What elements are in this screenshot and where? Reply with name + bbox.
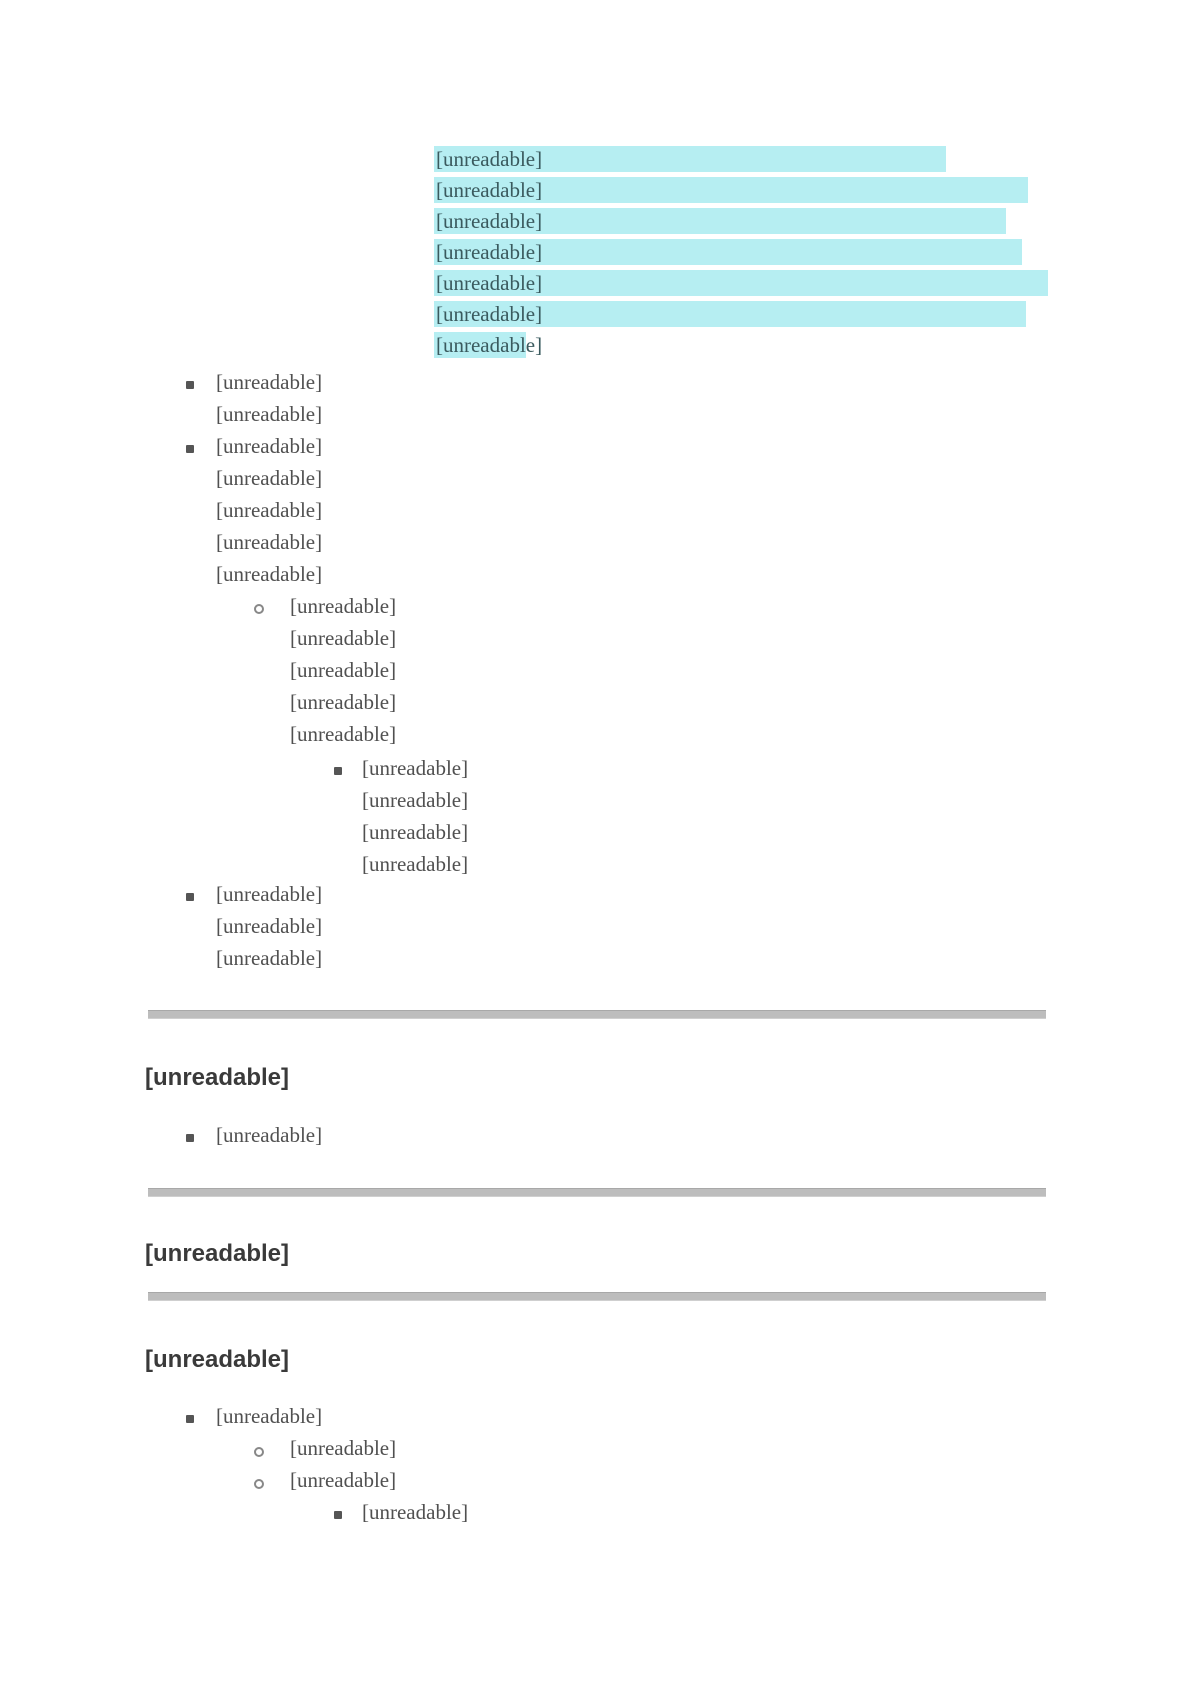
list-item-line: [unreadable] (362, 852, 469, 876)
list-item (216, 430, 1046, 590)
list-item-line: [unreadable] (290, 1468, 397, 1492)
list-item-line: [unreadable] (290, 658, 397, 682)
highlighted-line: [unreadable] (434, 270, 1048, 296)
list-item-line: [unreadable] (216, 946, 323, 970)
list-item-line: [unreadable] (216, 466, 323, 490)
list-item-line: [unreadable] (290, 690, 397, 714)
bullet-icon (186, 1415, 194, 1423)
highlighted-line: [unreadable] (434, 177, 1028, 203)
list-item (216, 1400, 816, 1432)
highlighted-text-block[interactable] (434, 146, 1046, 363)
hollow-bullet-icon (254, 1447, 264, 1457)
list-subsubitem (362, 752, 1046, 880)
list-subitem (290, 1464, 690, 1496)
highlighted-line: [unreadable] (436, 333, 543, 357)
list-item (216, 878, 1046, 974)
highlighted-line: [unreadable] (434, 208, 1006, 234)
list-item-line: [unreadable] (216, 370, 323, 394)
list-item-line: [unreadable] (216, 914, 323, 938)
bullet-icon (186, 445, 194, 453)
list-item-line: [unreadable] (362, 1500, 469, 1524)
bullet-icon (186, 381, 194, 389)
list-item-line: [unreadable] (290, 626, 397, 650)
horizontal-rule (148, 1010, 1046, 1019)
section-heading: [unreadable] (145, 1240, 290, 1267)
list-item-line: [unreadable] (216, 498, 323, 522)
list-item (216, 1119, 1046, 1151)
list-item-line: [unreadable] (216, 530, 323, 554)
bullet-icon (334, 767, 342, 775)
highlighted-line: [unreadable] (434, 301, 1026, 327)
list-item-line: [unreadable] (216, 882, 323, 906)
horizontal-rule (148, 1188, 1046, 1197)
list-item-line: [unreadable] (216, 562, 323, 586)
list-item-line: [unreadable] (362, 756, 469, 780)
bullet-icon (186, 1134, 194, 1142)
list-subsubitem (362, 1496, 762, 1528)
list-item-line: [unreadable] (362, 820, 469, 844)
list-item-line: [unreadable] (362, 788, 469, 812)
list-subitem (290, 1432, 690, 1464)
bullet-icon (334, 1511, 342, 1519)
list-item (216, 366, 1046, 430)
list-item-line: [unreadable] (216, 434, 323, 458)
highlighted-line: [unreadable] (434, 146, 946, 172)
list-item-line: [unreadable] (216, 1123, 323, 1147)
list-item-line: [unreadable] (290, 722, 397, 746)
section-heading: [unreadable] (145, 1346, 290, 1373)
hollow-bullet-icon (254, 1479, 264, 1489)
list-subitem (290, 590, 1046, 750)
horizontal-rule (148, 1292, 1046, 1301)
hollow-bullet-icon (254, 604, 264, 614)
highlighted-line: [unreadable] (434, 239, 1022, 265)
list-item-line: [unreadable] (290, 1436, 397, 1460)
list-item-line: [unreadable] (290, 594, 397, 618)
list-item-line: [unreadable] (216, 402, 323, 426)
section-heading: [unreadable] (145, 1064, 290, 1091)
bullet-icon (186, 893, 194, 901)
list-item-line: [unreadable] (216, 1404, 323, 1428)
